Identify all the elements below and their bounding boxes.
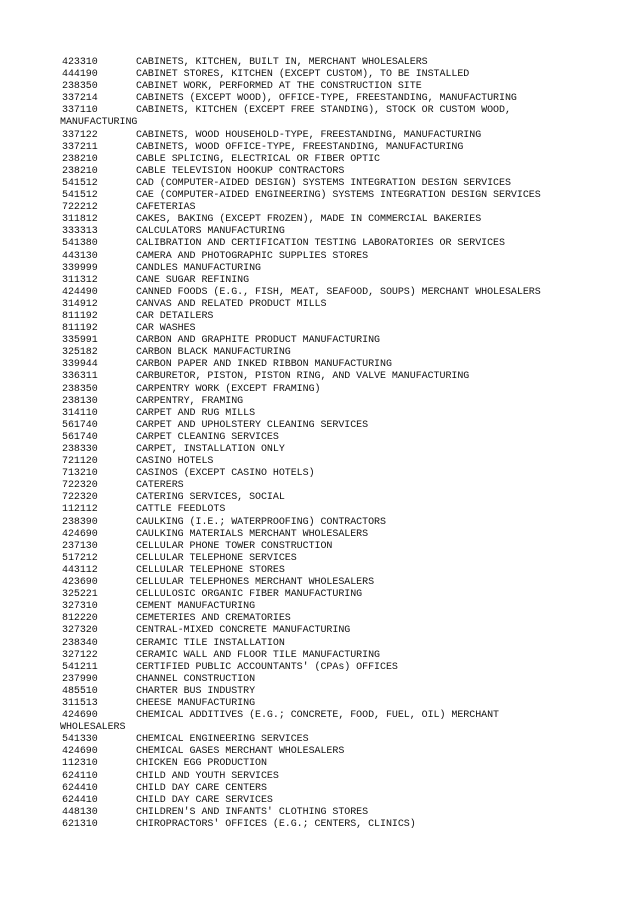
industry-description: CAR WASHES xyxy=(136,323,196,335)
naics-code: 424690 xyxy=(62,528,98,540)
list-item xyxy=(62,504,622,516)
list-item xyxy=(62,758,622,770)
naics-code: 327320 xyxy=(62,625,98,637)
industry-description: CALIBRATION AND CERTIFICATION TESTING LABORATORIES OR SERVICES xyxy=(136,238,505,250)
list-item xyxy=(62,492,622,504)
list-item xyxy=(62,263,622,275)
naics-code: 811192 xyxy=(62,323,98,335)
naics-code: 424490 xyxy=(62,286,98,298)
list-item xyxy=(62,57,622,69)
naics-code: 339944 xyxy=(62,359,98,371)
list-item xyxy=(62,771,622,783)
naics-code: 444190 xyxy=(62,69,98,81)
list-item xyxy=(62,589,622,601)
list-item xyxy=(62,734,622,746)
naics-code: 327122 xyxy=(62,649,98,661)
naics-code: 337211 xyxy=(62,141,98,153)
industry-description: CARBON BLACK MANUFACTURING xyxy=(136,347,291,359)
industry-description: CARPENTRY WORK (EXCEPT FRAMING) xyxy=(136,383,321,395)
industry-description: CHANNEL CONSTRUCTION xyxy=(136,673,256,685)
naics-code: 721120 xyxy=(62,456,98,468)
industry-description: CASINOS (EXCEPT CASINO HOTELS) xyxy=(136,468,315,480)
list-item xyxy=(62,142,622,154)
naics-code: 517212 xyxy=(62,552,98,564)
industry-description: CATTLE FEEDLOTS xyxy=(136,504,226,516)
list-item xyxy=(62,517,622,529)
list-item xyxy=(62,686,622,698)
list-item xyxy=(62,650,622,662)
naics-code: 339999 xyxy=(62,262,98,274)
list-item xyxy=(62,323,622,335)
list-item xyxy=(62,783,622,795)
list-item xyxy=(62,178,622,190)
industry-description: CABINETS, WOOD OFFICE-TYPE, FREESTANDING, MANUFACTURING xyxy=(136,141,464,153)
description-continuation: MANUFACTURING xyxy=(60,117,138,129)
naics-code: 561740 xyxy=(62,431,98,443)
industry-description: CANNED FOODS (E.G., FISH, MEAT, SEAFOOD, SOUPS) MERCHANT WHOLESALERS xyxy=(136,286,541,298)
list-item xyxy=(62,565,622,577)
list-item xyxy=(62,819,622,831)
industry-description: CATERING SERVICES, SOCIAL xyxy=(136,492,285,504)
industry-description: CAR DETAILERS xyxy=(136,310,214,322)
naics-code: 336311 xyxy=(62,371,98,383)
industry-description: CHICKEN EGG PRODUCTION xyxy=(136,758,267,770)
industry-description: CELLULAR TELEPHONE SERVICES xyxy=(136,552,297,564)
industry-description: CHARTER BUS INDUSTRY xyxy=(136,685,256,697)
industry-description: CHIROPRACTORS' OFFICES (E.G.; CENTERS, CLINICS) xyxy=(136,818,416,830)
naics-code: 237130 xyxy=(62,540,98,552)
list-item xyxy=(62,710,622,722)
naics-code: 112310 xyxy=(62,758,98,770)
list-item xyxy=(62,601,622,613)
industry-description: CEMETERIES AND CREMATORIES xyxy=(136,613,291,625)
naics-code: 327310 xyxy=(62,601,98,613)
industry-description: CERAMIC TILE INSTALLATION xyxy=(136,637,285,649)
list-item xyxy=(62,359,622,371)
naics-code: 333313 xyxy=(62,226,98,238)
naics-code: 443130 xyxy=(62,250,98,262)
industry-description: CARBON AND GRAPHITE PRODUCT MANUFACTURING xyxy=(136,335,380,347)
naics-code: 337122 xyxy=(62,129,98,141)
industry-description: CELLULAR TELEPHONE STORES xyxy=(136,564,285,576)
naics-code: 448130 xyxy=(62,806,98,818)
naics-code: 311312 xyxy=(62,274,98,286)
naics-code: 238390 xyxy=(62,516,98,528)
industry-description: CABINETS, WOOD HOUSEHOLD-TYPE, FREESTANDING, MANUFACTURING xyxy=(136,129,482,141)
naics-code: 541211 xyxy=(62,661,98,673)
list-item xyxy=(62,432,622,444)
industry-description: CAULKING (I.E.; WATERPROOFING) CONTRACTORS xyxy=(136,516,386,528)
naics-code: 337110 xyxy=(62,105,98,117)
list-item xyxy=(62,299,622,311)
list-item xyxy=(62,444,622,456)
naics-code: 561740 xyxy=(62,419,98,431)
list-item xyxy=(62,420,622,432)
naics-code: 541330 xyxy=(62,734,98,746)
industry-description: CABINETS (EXCEPT WOOD), OFFICE-TYPE, FREESTANDING, MANUFACTURING xyxy=(136,93,517,105)
industry-description: CELLULOSIC ORGANIC FIBER MANUFACTURING xyxy=(136,589,363,601)
industry-description: CASINO HOTELS xyxy=(136,456,214,468)
list-item xyxy=(62,674,622,686)
naics-code-list xyxy=(62,57,622,831)
naics-code: 314110 xyxy=(62,407,98,419)
naics-code: 443112 xyxy=(62,564,98,576)
naics-code: 311812 xyxy=(62,214,98,226)
naics-code: 812220 xyxy=(62,613,98,625)
list-item xyxy=(62,238,622,250)
industry-description: CABINET WORK, PERFORMED AT THE CONSTRUCTION SITE xyxy=(136,81,422,93)
naics-code: 112112 xyxy=(62,504,98,516)
industry-description: CHILDREN'S AND INFANTS' CLOTHING STORES xyxy=(136,806,369,818)
industry-description: CANDLES MANUFACTURING xyxy=(136,262,261,274)
list-item xyxy=(62,371,622,383)
list-item xyxy=(62,698,622,710)
naics-code: 722212 xyxy=(62,202,98,214)
industry-description: CAKES, BAKING (EXCEPT FROZEN), MADE IN COMMERCIAL BAKERIES xyxy=(136,214,482,226)
naics-code: 713210 xyxy=(62,468,98,480)
naics-code: 541380 xyxy=(62,238,98,250)
list-item xyxy=(62,81,622,93)
industry-description: CAMERA AND PHOTOGRAPHIC SUPPLIES STORES xyxy=(136,250,369,262)
industry-description: CHEMICAL GASES MERCHANT WHOLESALERS xyxy=(136,746,345,758)
industry-description: CANE SUGAR REFINING xyxy=(136,274,250,286)
naics-code: 624110 xyxy=(62,770,98,782)
list-item xyxy=(62,480,622,492)
industry-description: CARPET, INSTALLATION ONLY xyxy=(136,444,285,455)
list-item xyxy=(62,105,622,117)
naics-code: 621310 xyxy=(62,818,98,830)
naics-code: 337214 xyxy=(62,93,98,105)
list-item xyxy=(62,154,622,166)
naics-code: 541512 xyxy=(62,190,98,202)
industry-description: CHILD DAY CARE CENTERS xyxy=(136,782,267,794)
list-item xyxy=(62,69,622,81)
naics-code: 311513 xyxy=(62,697,98,709)
naics-code: 722320 xyxy=(62,480,98,492)
naics-code: 238350 xyxy=(62,383,98,395)
list-item xyxy=(62,335,622,347)
industry-description: CABLE SPLICING, ELECTRICAL OR FIBER OPTIC xyxy=(136,153,380,165)
naics-code: 624410 xyxy=(62,782,98,794)
naics-code: 238210 xyxy=(62,153,98,165)
industry-description: CARPENTRY, FRAMING xyxy=(136,395,244,407)
industry-description: CHEMICAL ENGINEERING SERVICES xyxy=(136,734,309,746)
naics-code: 325182 xyxy=(62,347,98,359)
list-item xyxy=(62,93,622,105)
industry-description: CARPET AND RUG MILLS xyxy=(136,407,256,419)
industry-description: CABINET STORES, KITCHEN (EXCEPT CUSTOM), TO BE INSTALLED xyxy=(136,69,470,81)
industry-description: CAFETERIAS xyxy=(136,202,196,214)
list-item xyxy=(62,287,622,299)
list-item xyxy=(62,347,622,359)
industry-description: CARBURETOR, PISTON, PISTON RING, AND VALVE MANUFACTURING xyxy=(136,371,470,383)
naics-code: 722320 xyxy=(62,492,98,504)
industry-description: CANVAS AND RELATED PRODUCT MILLS xyxy=(136,298,327,310)
list-item xyxy=(62,529,622,541)
list-item xyxy=(62,311,622,323)
list-item xyxy=(62,795,622,807)
industry-description: CHILD AND YOUTH SERVICES xyxy=(136,770,279,782)
list-item xyxy=(62,746,622,758)
list-item xyxy=(62,214,622,226)
industry-description: CABINETS, KITCHEN (EXCEPT FREE STANDING), STOCK OR CUSTOM WOOD, xyxy=(136,105,511,117)
list-item xyxy=(62,456,622,468)
industry-description: CABINETS, KITCHEN, BUILT IN, MERCHANT WHOLESALERS xyxy=(136,57,428,68)
list-item xyxy=(62,638,622,650)
list-item xyxy=(62,130,622,142)
industry-description: CARBON PAPER AND INKED RIBBON MANUFACTURING xyxy=(136,359,392,371)
industry-description: CAE (COMPUTER-AIDED ENGINEERING) SYSTEMS INTEGRATION DESIGN SERVICES xyxy=(136,190,541,202)
naics-code: 237990 xyxy=(62,673,98,685)
list-item xyxy=(62,251,622,263)
list-item xyxy=(62,384,622,396)
naics-code: 325221 xyxy=(62,589,98,601)
list-item xyxy=(62,625,622,637)
industry-description: CERAMIC WALL AND FLOOR TILE MANUFACTURING xyxy=(136,649,380,661)
list-item xyxy=(62,613,622,625)
list-item xyxy=(62,226,622,238)
naics-code: 485510 xyxy=(62,685,98,697)
naics-code: 423310 xyxy=(62,57,98,68)
list-item xyxy=(62,468,622,480)
list-item xyxy=(62,577,622,589)
industry-description: CARPET AND UPHOLSTERY CLEANING SERVICES xyxy=(136,419,369,431)
naics-code: 624410 xyxy=(62,794,98,806)
industry-description: CHEMICAL ADDITIVES (E.G.; CONCRETE, FOOD, FUEL, OIL) MERCHANT xyxy=(136,710,500,722)
naics-code: 541512 xyxy=(62,177,98,189)
naics-code: 424690 xyxy=(62,710,98,722)
list-item xyxy=(62,202,622,214)
naics-code: 238330 xyxy=(62,444,98,455)
industry-description: CELLULAR PHONE TOWER CONSTRUCTION xyxy=(136,540,333,552)
list-item xyxy=(62,662,622,674)
naics-code: 238210 xyxy=(62,165,98,177)
naics-code: 423690 xyxy=(62,577,98,589)
industry-description: CABLE TELEVISION HOOKUP CONTRACTORS xyxy=(136,165,345,177)
list-item xyxy=(62,275,622,287)
naics-code: 314912 xyxy=(62,298,98,310)
description-continuation: WHOLESALERS xyxy=(60,722,126,734)
industry-description: CHILD DAY CARE SERVICES xyxy=(136,794,273,806)
naics-code: 424690 xyxy=(62,746,98,758)
industry-description: CELLULAR TELEPHONES MERCHANT WHOLESALERS xyxy=(136,577,375,589)
industry-description: CATERERS xyxy=(136,480,184,492)
naics-code: 238340 xyxy=(62,637,98,649)
industry-description: CEMENT MANUFACTURING xyxy=(136,601,256,613)
list-item xyxy=(62,541,622,553)
list-item xyxy=(62,553,622,565)
naics-code: 811192 xyxy=(62,310,98,322)
list-item xyxy=(62,807,622,819)
list-item xyxy=(62,166,622,178)
list-item xyxy=(62,190,622,202)
industry-description: CENTRAL-MIXED CONCRETE MANUFACTURING xyxy=(136,625,351,637)
industry-description: CAD (COMPUTER-AIDED DESIGN) SYSTEMS INTEGRATION DESIGN SERVICES xyxy=(136,177,511,189)
list-item xyxy=(62,396,622,408)
industry-description: CARPET CLEANING SERVICES xyxy=(136,431,279,443)
industry-description: CALCULATORS MANUFACTURING xyxy=(136,226,285,238)
naics-code: 238350 xyxy=(62,81,98,93)
industry-description: CHEESE MANUFACTURING xyxy=(136,697,256,709)
naics-code: 238130 xyxy=(62,395,98,407)
naics-code: 335991 xyxy=(62,335,98,347)
industry-description: CAULKING MATERIALS MERCHANT WHOLESALERS xyxy=(136,528,369,540)
list-item xyxy=(62,408,622,420)
industry-description: CERTIFIED PUBLIC ACCOUNTANTS' (CPAs) OFFICES xyxy=(136,661,398,673)
